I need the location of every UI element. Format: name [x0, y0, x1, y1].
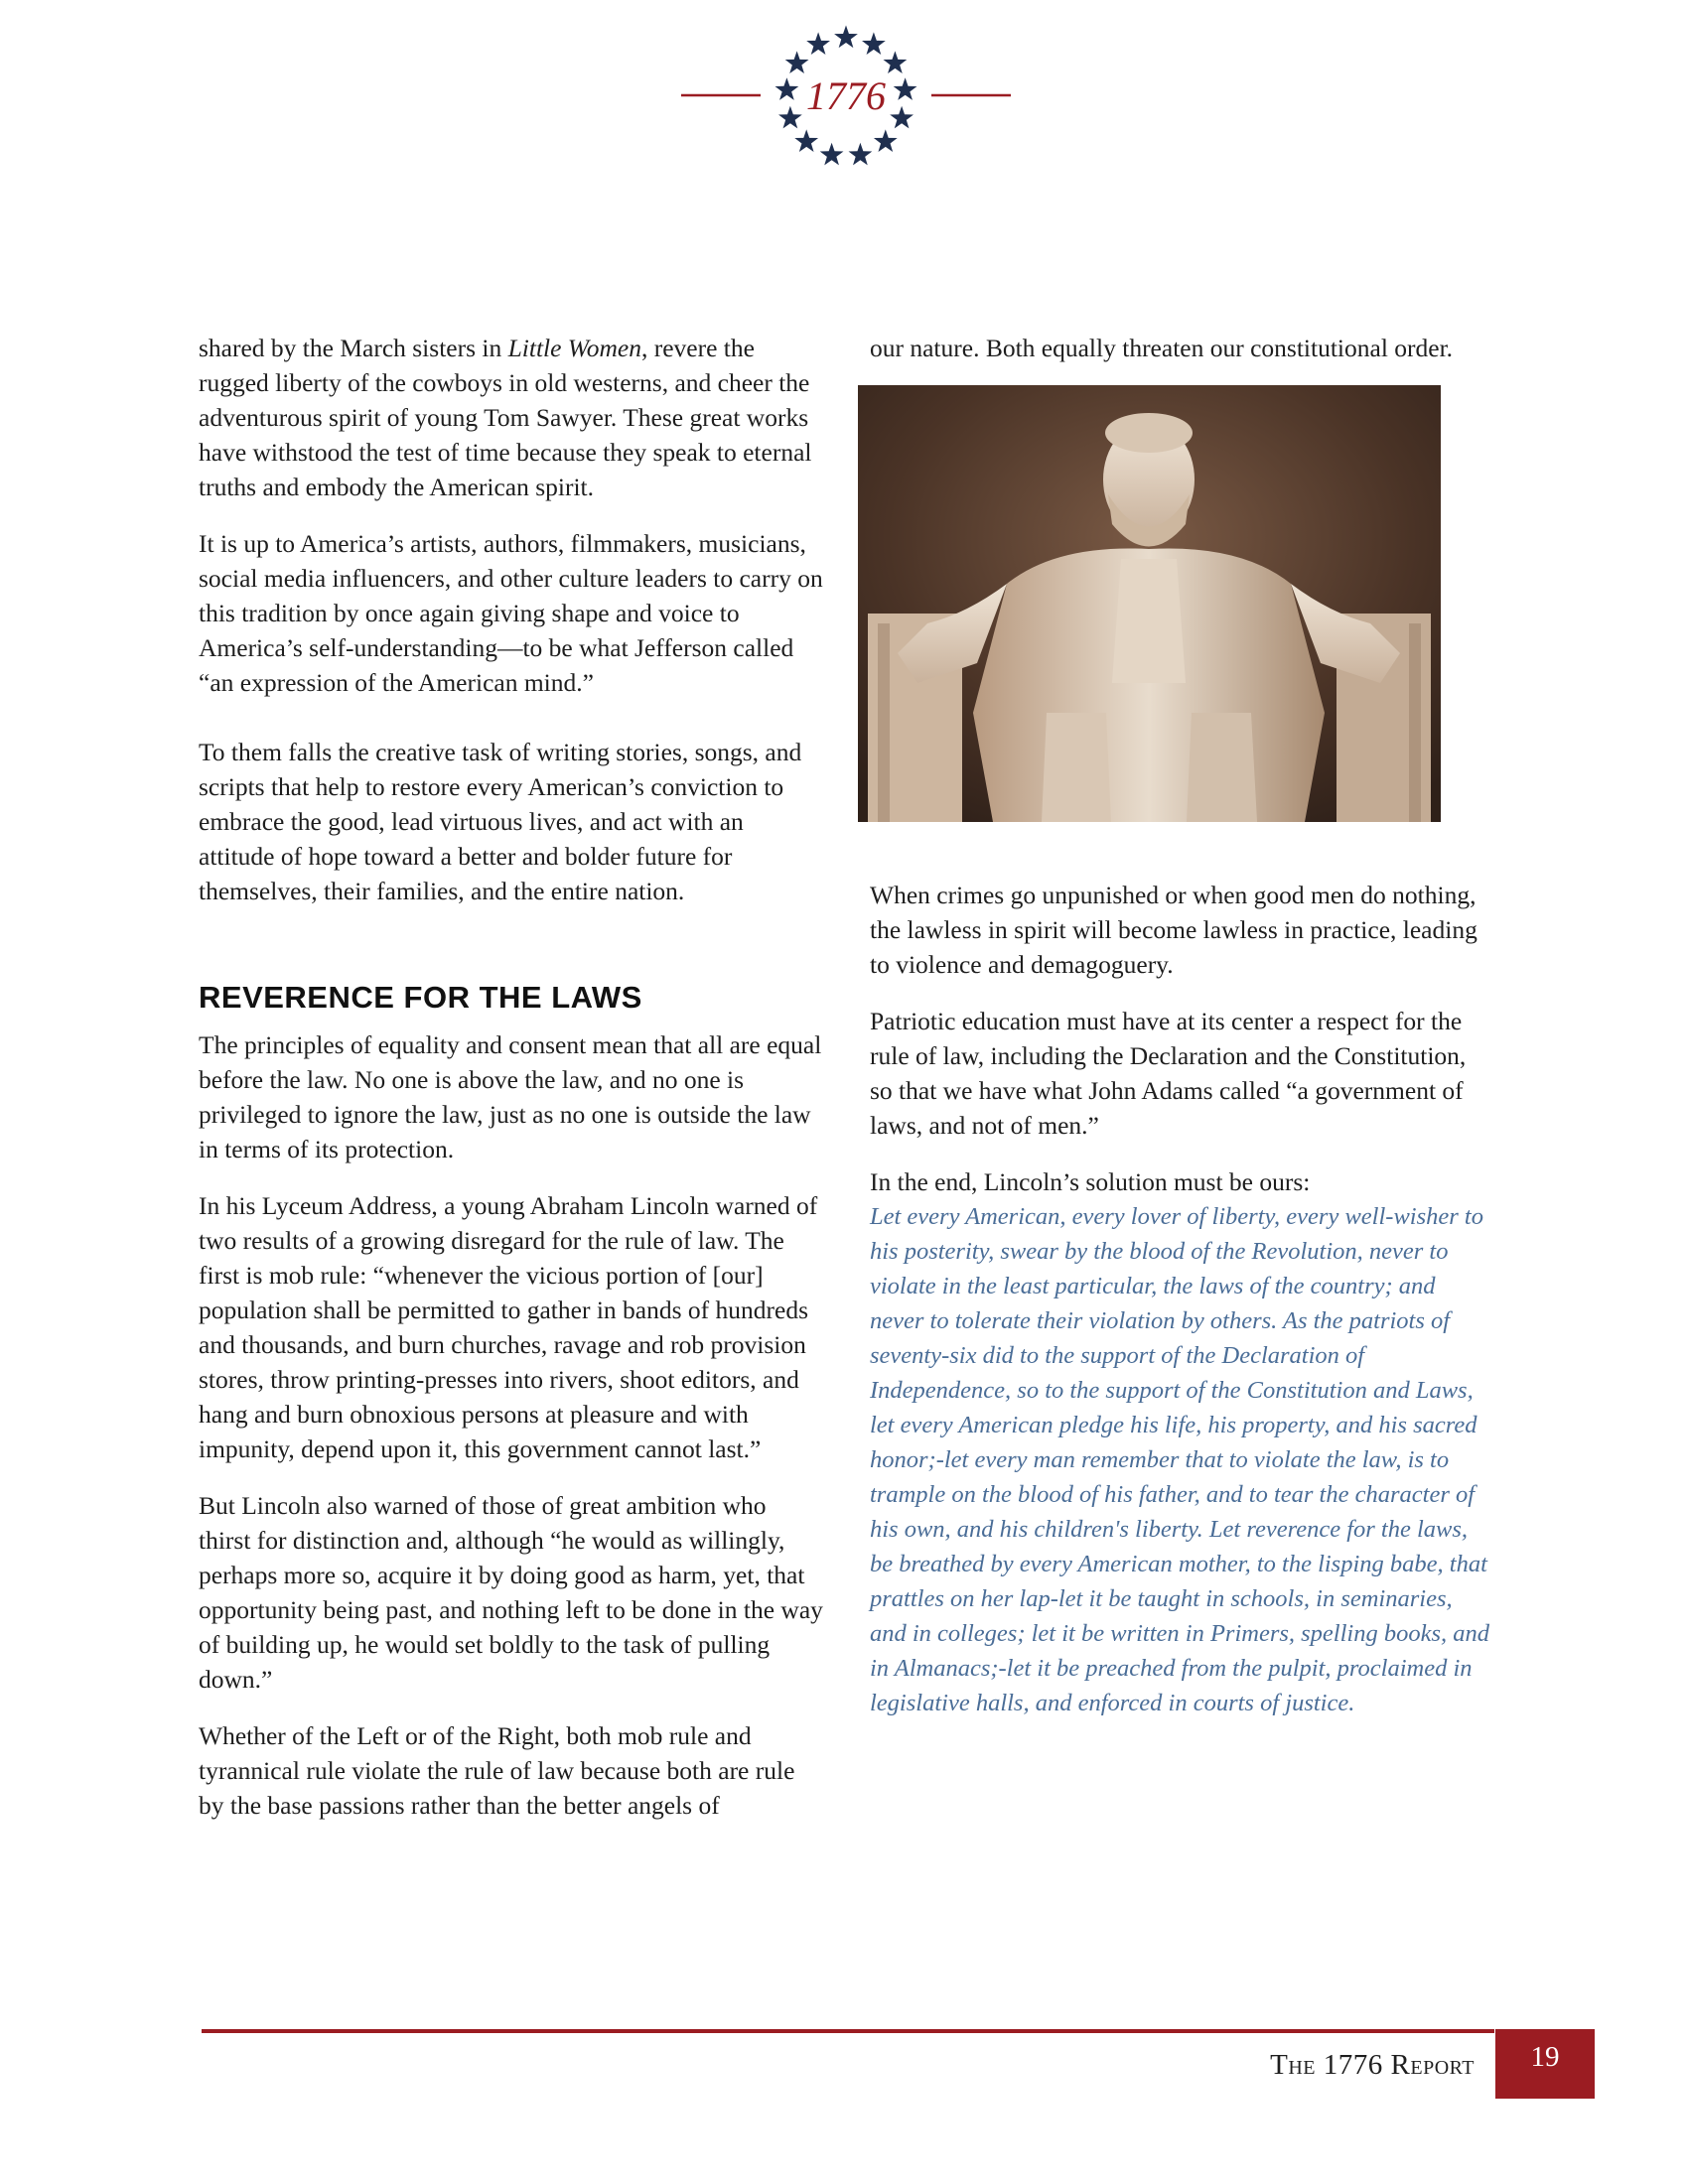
- report-logo: [671, 22, 1019, 191]
- logo-star-icon: [849, 143, 873, 166]
- lincoln-memorial-statue-image: [858, 385, 1441, 822]
- logo-star-icon: [785, 51, 809, 73]
- footer-rule: [202, 2029, 1494, 2033]
- lincoln-quote: Let every American, every lover of liberty, every well-wisher to his posterity, swear by the blood of the Revolution, never to violate in the least particular, the laws of the country; and never to tolerate their violation by others. As the patriots of seventy-six did to the support of the Declaration of Independence, so to the support of the Constitution and Laws, let every American pledge his life, his property, and his sacred honor;-let every man remember that to violate the law, is to trample on the blood of his father, and to tear the character of his own, and his children's liberty. Let reverence for the laws, be breathed by every American mother, to the lisping babe, that prattles on her lap-let it be taught in schools, in seminaries, and in colleges; let it be written in Primers, spelling books, and in Almanacs;-let it be preached from the pulpit, proclaimed in legislative halls, and enforced in courts of justice.: [870, 1203, 1489, 1716]
- footer-report-title: The 1776 Report: [1270, 2049, 1475, 2081]
- logo-star-icon: [862, 32, 886, 55]
- logo-star-icon: [794, 129, 818, 152]
- stars-circle-logo-icon: [671, 22, 1019, 191]
- left-column: [199, 331, 824, 1823]
- logo-star-icon: [775, 77, 799, 100]
- logo-star-icon: [778, 106, 802, 129]
- logo-star-icon: [890, 106, 914, 129]
- section-heading: REVERENCE FOR THE LAWS: [199, 980, 642, 1015]
- paragraph: shared by the March sisters in Little Women, revere the rugged liberty of the cowboys in old westerns, and cheer the adventurous spirit of young Tom Sawyer. These great works have withstood the test of time because they speak to eternal truths and embody the American spirit.: [199, 334, 812, 501]
- logo-star-icon: [884, 51, 908, 73]
- right-column: [870, 331, 1490, 1742]
- paragraph: our nature. Both equally threaten our constitutional order.: [870, 334, 1454, 362]
- paragraph: In the end, Lincoln’s solution must be ours:: [870, 1167, 1311, 1196]
- paragraph: Whether of the Left or of the Right, both mob rule and tyrannical rule violate the rule of law because both are rule by the base passions rather than the better angels of: [199, 1721, 795, 1820]
- paragraph: In his Lyceum Address, a young Abraham Lincoln warned of two results of a growing disregard for the rule of law. The first is mob rule: “whenever the vicious portion of [our] population shall be permitted to gather in bands of hundreds and thousands, and burn churches, ravage and rob provision stores, throw printing-presses into rivers, shoot editors, and hang and burn obnoxious persons at pleasure and with impunity, depend upon it, this government cannot last.”: [199, 1191, 818, 1463]
- paragraph: When crimes go unpunished or when good men do nothing, the lawless in spirit will become lawless in practice, leading to violence and demagoguery.: [870, 881, 1477, 979]
- paragraph: It is up to America’s artists, authors, filmmakers, musicians, social media influencers, and other culture leaders to carry on this tradition by once again giving shape and voice to America’s self-understanding—to be what Jefferson called “an expression of the American mind.”: [199, 529, 823, 697]
- paragraph: But Lincoln also warned of those of great ambition who thirst for distinction and, although “he would as willingly, perhaps more so, acquire it by doing good as harm, yet, that opportunity being past, and nothing left to be done in the way of building up, he would set boldly to the task of pulling down.”: [199, 1491, 823, 1694]
- page-number: 19: [1495, 2029, 1595, 2099]
- logo-star-icon: [834, 26, 858, 49]
- paragraph: To them falls the creative task of writing stories, songs, and scripts that help to restore every American’s conviction to embrace the good, lead virtuous lives, and act with an attitude of hope toward a better and bolder future for themselves, their families, and the entire nation.: [199, 738, 802, 905]
- logo-star-icon: [820, 143, 844, 166]
- logo-star-icon: [806, 32, 830, 55]
- logo-year-text: 1776: [806, 73, 886, 118]
- paragraph: Patriotic education must have at its center a respect for the rule of law, including the Declaration and the Constitution, so that we have what John Adams called “a government of laws, and not of men.”: [870, 1007, 1467, 1140]
- logo-star-icon: [874, 129, 898, 152]
- paragraph: The principles of equality and consent mean that all are equal before the law. No one is above the law, and no one is privileged to ignore the law, just as no one is outside the law in terms of its protection.: [199, 1030, 822, 1163]
- logo-star-icon: [894, 77, 917, 100]
